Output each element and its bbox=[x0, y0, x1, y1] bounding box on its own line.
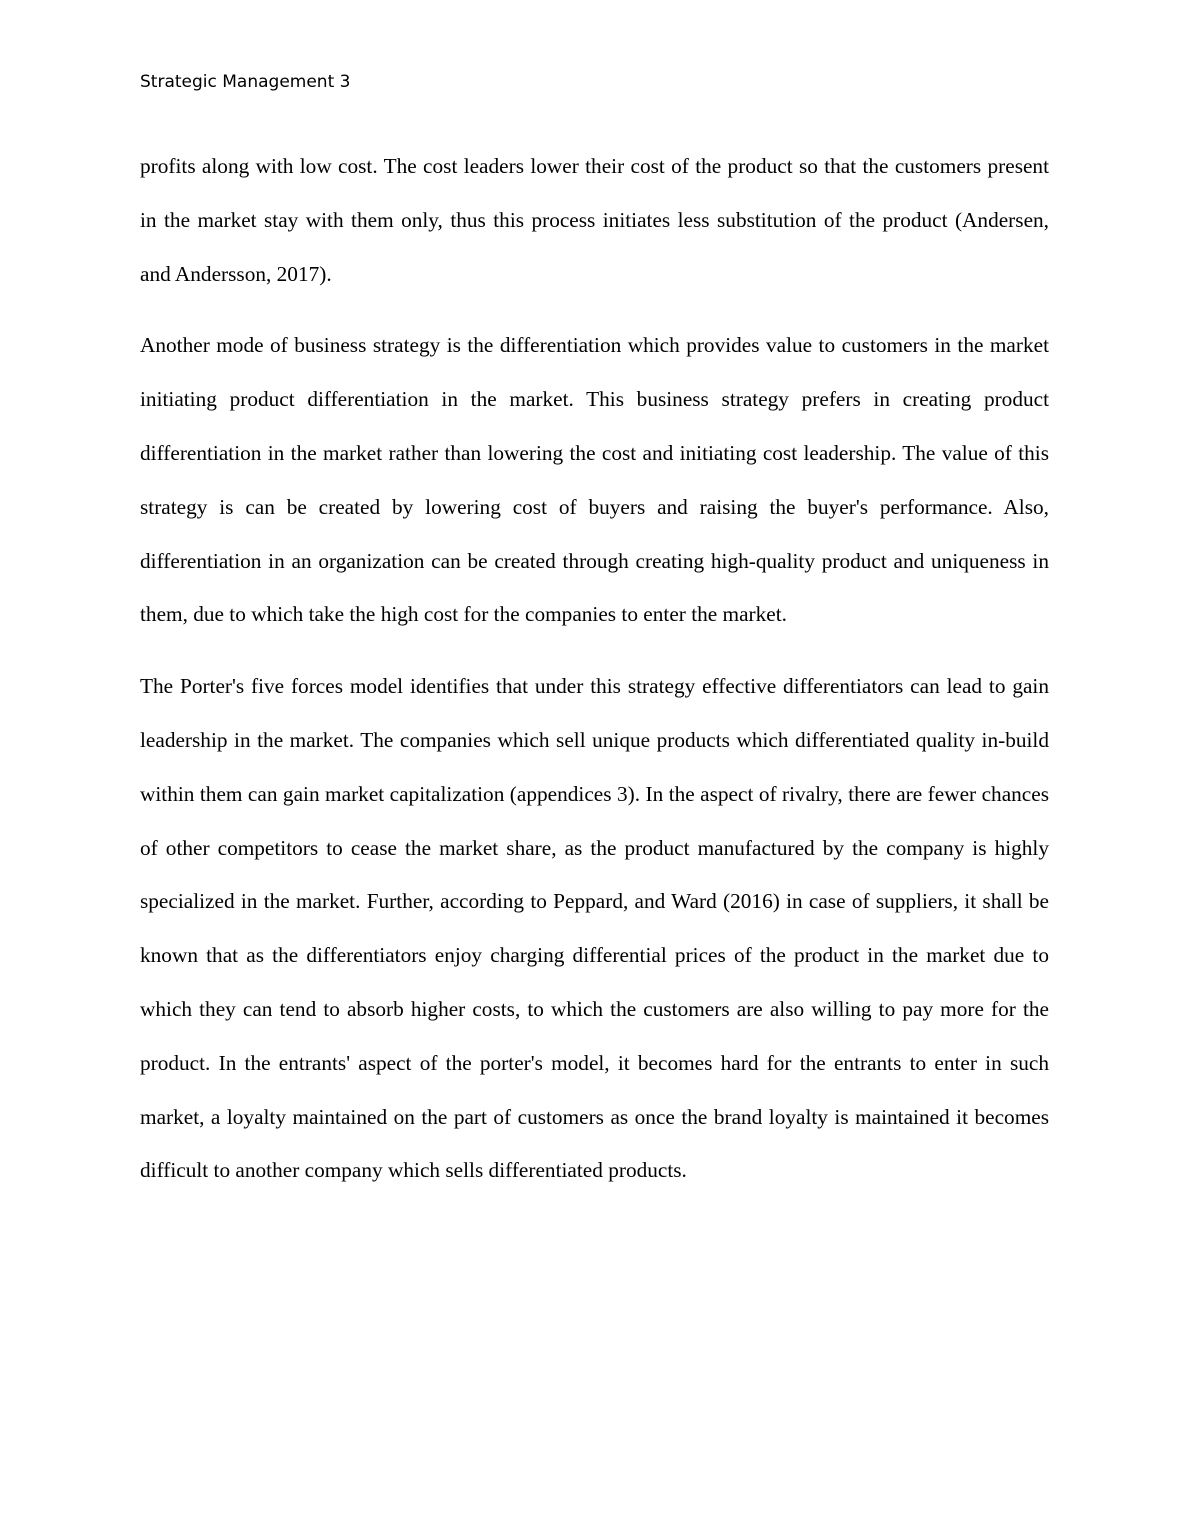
running-header: Strategic Management 3 bbox=[140, 72, 351, 92]
paragraph-porters-five-forces: The Porter's five forces model identifies that under this strategy effective differentiators can lead to gain leadership in the market. The companies which sell unique products which differentiated quality in-build within them can gain market capitalization (appendices 3). In the aspect of rivalry, there are fewer chances of other competitors to cease the market share, as the product manufactured by the company is highly specialized in the market. Further, according to Peppard, and Ward (2016) in case of suppliers, it shall be known that as the differentiators enjoy charging differential prices of the product in the market due to which they can tend to absorb higher costs, to which the customers are also willing to pay more for the product. In the entrants' aspect of the porter's model, it becomes hard for the entrants to enter in such market, a loyalty maintained on the part of customers as once the brand loyalty is maintained it becomes difficult to another company which sells differentiated products. bbox=[140, 674, 1049, 1183]
body-text bbox=[140, 140, 1049, 1216]
paragraph-cost-leadership: profits along with low cost. The cost leaders lower their cost of the product so that the customers present in the market stay with them only, thus this process initiates less substitution of the product (Andersen, and Andersson, 2017). bbox=[140, 154, 1049, 286]
paragraph-differentiation: Another mode of business strategy is the differentiation which provides value to customers in the market initiating product differentiation in the market. This business strategy prefers in creating product differentiation in the market rather than lowering the cost and initiating cost leadership. The value of this strategy is can be created by lowering cost of buyers and raising the buyer's performance. Also, differentiation in an organization can be created through creating high-quality product and uniqueness in them, due to which take the high cost for the companies to enter the market. bbox=[140, 333, 1049, 627]
